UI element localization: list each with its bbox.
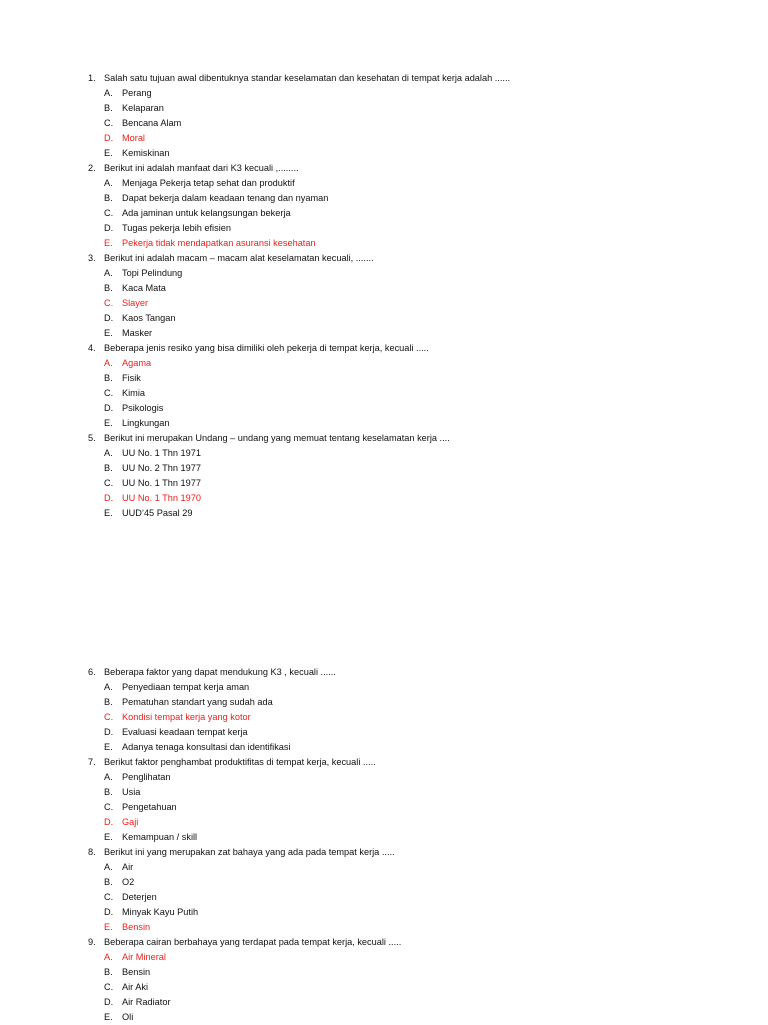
option-text: UU No. 1 Thn 1971 [122,448,201,458]
option-text: Agama [122,358,152,368]
option-letter: E. [104,922,113,932]
answer-option [88,386,748,401]
option-text: Bencana Alam [122,118,182,128]
question-number: 8. [88,847,96,857]
question-text: Berikut ini adalah macam – macam alat keselamatan kecuali, ....... [104,253,374,263]
answer-option [88,281,748,296]
answer-option-correct [88,356,748,371]
option-letter: A. [104,268,113,278]
question-item [88,431,748,446]
option-text: Adanya tenaga konsultasi dan identifikasi [122,742,291,752]
option-letter: D. [104,727,114,737]
answer-option [88,191,748,206]
answer-option-correct [88,491,748,506]
option-letter: B. [104,463,113,473]
answer-option [88,506,748,521]
option-letter: B. [104,103,113,113]
answer-option-correct [88,950,748,965]
question-text: Beberapa faktor yang dapat mendukung K3 , kecuali ...... [104,667,336,677]
option-letter: D. [104,907,114,917]
option-text: Kimia [122,388,145,398]
option-letter: C. [104,712,114,722]
question-text: Salah satu tujuan awal dibentuknya standar keselamatan dan kesehatan di tempat kerja adalah ...... [104,73,511,83]
option-text: Minyak Kayu Putih [122,907,199,917]
option-letter: E. [104,508,113,518]
option-letter: E. [104,1012,113,1022]
answer-option-correct [88,920,748,935]
option-letter: A. [104,862,113,872]
option-text: Kelaparan [122,103,164,113]
option-letter: D. [104,403,114,413]
answer-option [88,680,748,695]
option-text: Menjaga Pekerja tetap sehat dan produktif [122,178,295,188]
question-text: Berikut ini yang merupakan zat bahaya yang ada pada tempat kerja ..... [104,847,395,857]
answer-option [88,965,748,980]
question-number: 3. [88,253,96,263]
answer-option [88,1010,748,1025]
question-item [88,251,748,266]
option-text: Pengetahuan [122,802,177,812]
option-letter: C. [104,802,114,812]
option-text: Penglihatan [122,772,171,782]
answer-option [88,371,748,386]
answer-option [88,206,748,221]
option-text: Kemiskinan [122,148,170,158]
option-letter: B. [104,967,113,977]
question-text: Beberapa jenis resiko yang bisa dimiliki oleh pekerja di tempat kerja, kecuali ..... [104,343,429,353]
question-number: 5. [88,433,96,443]
question-text: Berikut ini adalah manfaat dari K3 kecuali ,........ [104,163,299,173]
answer-option [88,875,748,890]
question-text: Beberapa cairan berbahaya yang terdapat pada tempat kerja, kecuali ..... [104,937,402,947]
option-text: Evaluasi keadaan tempat kerja [122,727,248,737]
answer-option [88,800,748,815]
option-letter: D. [104,493,114,503]
question-item [88,71,748,86]
option-letter: E. [104,238,113,248]
answer-option [88,461,748,476]
option-text: Kemampuan / skill [122,832,198,842]
option-text: Air [122,862,134,872]
option-letter: D. [104,313,114,323]
option-text: Kaca Mata [122,283,166,293]
question-number: 4. [88,343,96,353]
option-text: Bensin [122,967,151,977]
option-letter: B. [104,787,113,797]
option-letter: E. [104,742,113,752]
answer-option [88,890,748,905]
option-text: Air Aki [122,982,149,992]
question-number: 7. [88,757,96,767]
option-text: Masker [122,328,153,338]
option-letter: A. [104,448,113,458]
question-number: 2. [88,163,96,173]
option-text: Ada jaminan untuk kelangsungan bekerja [122,208,291,218]
option-letter: C. [104,388,114,398]
question-list-top [88,71,748,521]
answer-option [88,980,748,995]
option-text: Pekerja tidak mendapatkan asuransi kesehatan [122,238,316,248]
option-text: Perang [122,88,152,98]
option-letter: A. [104,88,113,98]
answer-option [88,311,748,326]
option-text: Tugas pekerja lebih efisien [122,223,231,233]
option-text: O2 [122,877,135,887]
option-text: Kondisi tempat kerja yang kotor [122,712,251,722]
question-number: 6. [88,667,96,677]
question-item [88,161,748,176]
option-text: Air Radiator [122,997,171,1007]
question-item [88,845,748,860]
answer-option [88,905,748,920]
option-text: UU No. 2 Thn 1977 [122,463,201,473]
option-text: Moral [122,133,145,143]
answer-option [88,785,748,800]
question-number: 1. [88,73,96,83]
option-text: Gaji [122,817,139,827]
option-text: Pematuhan standart yang sudah ada [122,697,273,707]
answer-option [88,146,748,161]
answer-option [88,695,748,710]
option-letter: C. [104,208,114,218]
option-letter: C. [104,298,114,308]
option-letter: B. [104,877,113,887]
option-letter: C. [104,118,114,128]
option-letter: C. [104,982,114,992]
option-letter: B. [104,283,113,293]
option-letter: E. [104,418,113,428]
option-letter: D. [104,223,114,233]
option-letter: B. [104,697,113,707]
option-text: Lingkungan [122,418,170,428]
answer-option [88,476,748,491]
answer-option [88,995,748,1010]
option-letter: A. [104,772,113,782]
option-text: Slayer [122,298,149,308]
answer-option [88,221,748,236]
question-item [88,755,748,770]
option-letter: E. [104,832,113,842]
question-item [88,341,748,356]
option-text: Usia [122,787,141,797]
option-letter: D. [104,997,114,1007]
option-letter: E. [104,328,113,338]
option-text: Bensin [122,922,151,932]
question-item [88,665,748,680]
option-letter: A. [104,682,113,692]
question-item [88,935,748,950]
answer-option-correct [88,131,748,146]
option-text: UU No. 1 Thn 1970 [122,493,201,503]
option-letter: A. [104,178,113,188]
option-text: Psikologis [122,403,164,413]
option-text: Oli [122,1012,134,1022]
option-letter: B. [104,193,113,203]
answer-option-correct [88,815,748,830]
option-letter: D. [104,133,114,143]
option-letter: B. [104,373,113,383]
option-letter: C. [104,478,114,488]
option-letter: D. [104,817,114,827]
answer-option [88,176,748,191]
answer-option [88,830,748,845]
question-list-bottom [88,665,748,1025]
option-text: Penyediaan tempat kerja aman [122,682,250,692]
answer-option [88,446,748,461]
answer-option [88,860,748,875]
answer-option [88,725,748,740]
option-text: Topi Pelindung [122,268,183,278]
option-letter: A. [104,952,113,962]
option-text: Kaos Tangan [122,313,176,323]
option-letter: E. [104,148,113,158]
question-number: 9. [88,937,96,947]
option-text: UUD’45 Pasal 29 [122,508,193,518]
answer-option [88,86,748,101]
option-text: Dapat bekerja dalam keadaan tenang dan nyaman [122,193,329,203]
answer-option [88,116,748,131]
option-letter: A. [104,358,113,368]
option-text: UU No. 1 Thn 1977 [122,478,201,488]
question-text: Berikut ini merupakan Undang – undang yang memuat tentang keselamatan kerja .... [104,433,450,443]
answer-option [88,740,748,755]
option-letter: C. [104,892,114,902]
question-text: Berikut faktor penghambat produktifitas di tempat kerja, kecuali ..... [104,757,376,767]
option-text: Fisik [122,373,141,383]
answer-option [88,101,748,116]
option-text: Deterjen [122,892,157,902]
answer-option-correct [88,296,748,311]
answer-option-correct [88,710,748,725]
answer-option [88,416,748,431]
answer-option [88,326,748,341]
answer-option [88,770,748,785]
answer-option [88,266,748,281]
option-text: Air Mineral [122,952,166,962]
answer-option-correct [88,236,748,251]
answer-option [88,401,748,416]
